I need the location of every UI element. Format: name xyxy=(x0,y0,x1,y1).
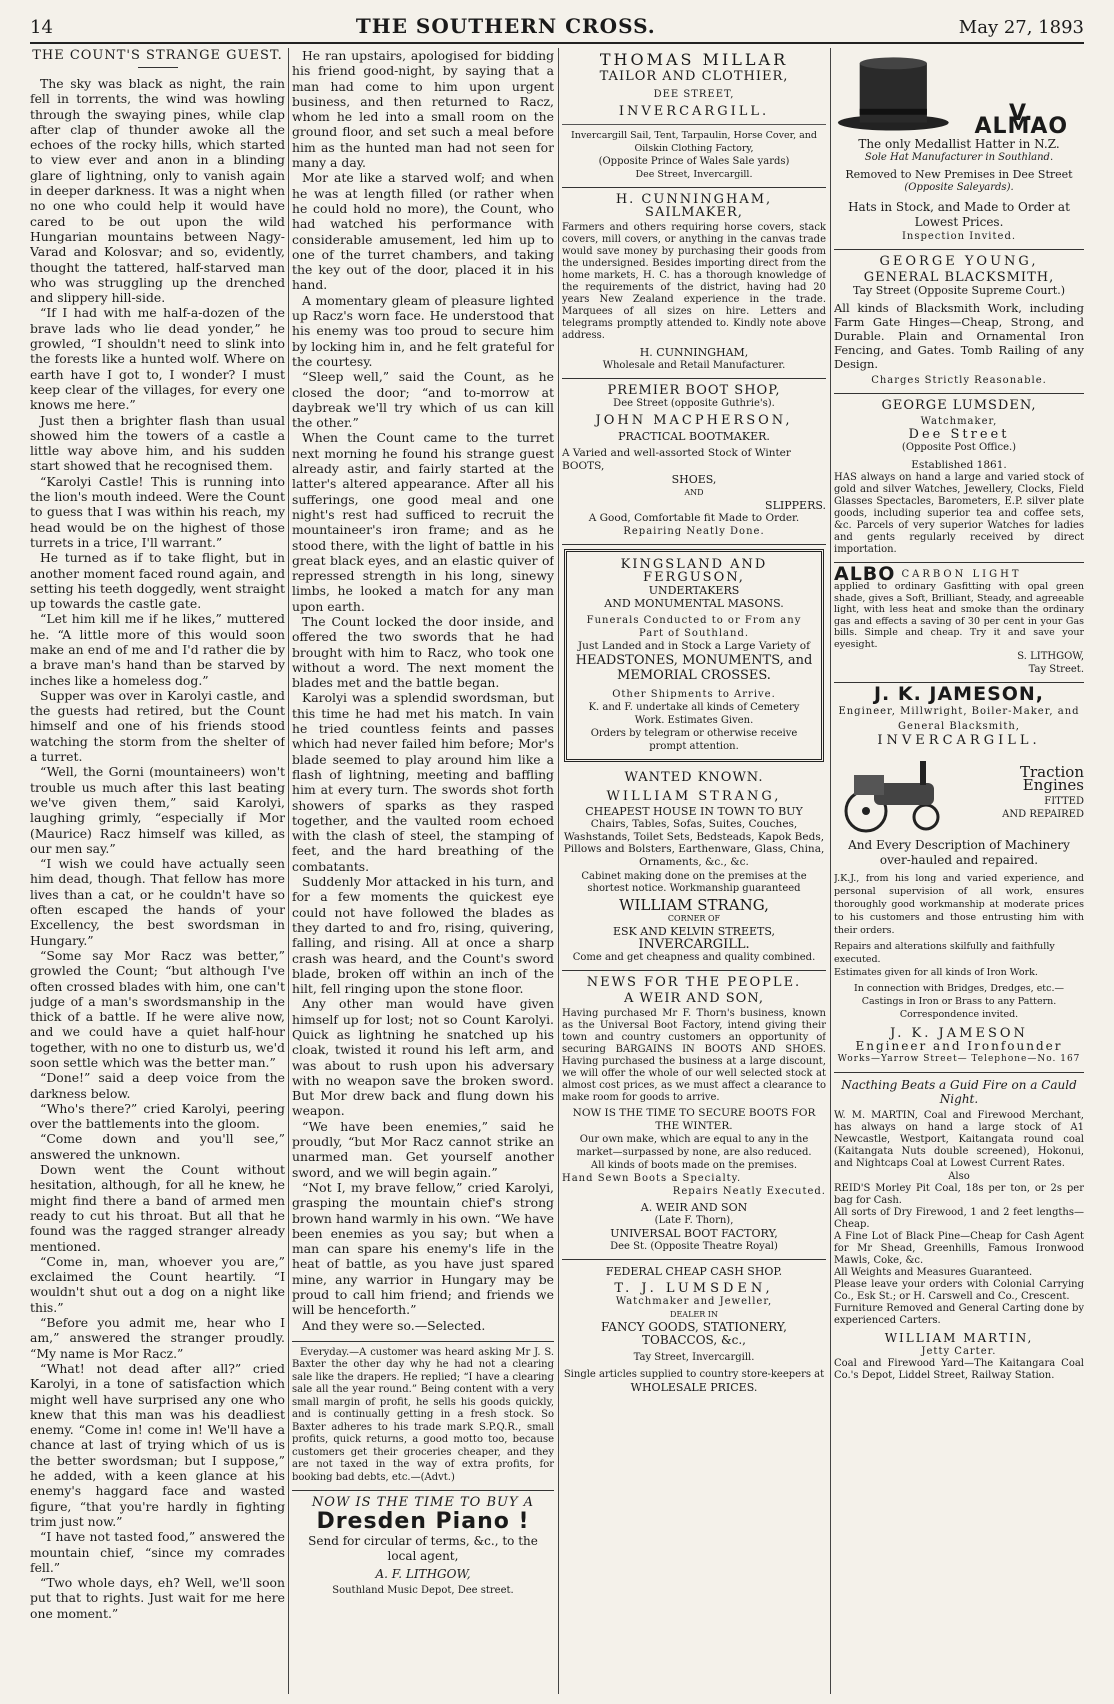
weir-headline: NEWS FOR THE PEOPLE. xyxy=(586,975,802,990)
weir-now: NOW IS THE TIME TO SECURE BOOTS FOR THE WINTER. xyxy=(572,1107,816,1132)
dresden-line1: NOW IS THE TIME TO BUY A xyxy=(311,1495,535,1511)
column-rule xyxy=(288,48,289,1694)
weir-repairs: Repairs Neatly Executed. xyxy=(672,1186,826,1197)
strang-cheapest: CHEAPEST HOUSE IN TOWN TO BUY xyxy=(585,805,803,818)
federal-single: Single articles supplied to country store-keepers at xyxy=(563,1369,825,1380)
almao-invite: Inspection Invited. xyxy=(901,231,1017,242)
martin-pine: A Fine Lot of Black Pine—Cheap for Cash Agent for Mr Shead, Greenhills, Famous Ironwood Mawls, Coke, &c. xyxy=(834,1231,1084,1266)
story-paragraph: “Who's there?” cried Karolyi, peering over the battlements into the gloom. xyxy=(30,1100,285,1132)
top-hat-icon xyxy=(834,53,953,133)
martin-reids: REID'S Morley Pit Coal, 18s per ton, or 2s per bag for Cash. xyxy=(834,1183,1084,1206)
story-paragraph: He turned as if to take flight, but in another moment faced round again, and setting his teeth doggedly, went straight up towards the castle gate. xyxy=(30,550,285,612)
baxter-text: Everyday.—A customer was heard asking Mr J. S. Baxter the other day why he had not a clearing sale like the drapers. He replied; “I have a clearing sale all the year round.” Being content with a very small margin of profit, he sells his goods quickly, and is continually getting in a fresh stock. So Baxter adheres to his trade mark S.P.Q.R., small profits, quick returns, a good motto too, because customers get their groceries cheaper, and they are not taxed in the way of extra profits, for booking bad debts, etc.—(Advt.) xyxy=(292,1346,554,1483)
story-paragraph: Supper was over in Karolyi castle, and the guests had retired, but the Count himself and one of his friends stood watching the storm from the shelter of a turret. xyxy=(30,687,285,765)
story-paragraph: “Not I, my brave fellow,” cried Karolyi, grasping the mountain chief's strong brown hand warmly in his own. “We have been enemies as you say; but when a man can spare his enemy's life in the heat of battle, as you have just spared mine, any warrior in Hungary may be proud to call him friend; and friends we will be henceforth.” xyxy=(292,1179,554,1318)
strang-tagline: Come and get cheapness and quality combined. xyxy=(572,952,816,963)
almao-name: V. ALMAO xyxy=(974,101,1069,139)
story-body-2 xyxy=(292,48,554,1333)
lumsden-street: Dee Street xyxy=(908,427,1010,442)
millar-street: DEE STREET, xyxy=(653,89,735,100)
martin-sorts: All sorts of Dry Firewood, 1 and 2 feet lengths—Cheap. xyxy=(834,1207,1084,1230)
kingsland-landed: Just Landed and in Stock a Large Variety of xyxy=(577,640,811,652)
young-charges: Charges Strictly Reasonable. xyxy=(871,375,1047,386)
weir-name2: A. WEIR AND SON xyxy=(640,1201,748,1214)
premier-shoes: SHOES, xyxy=(671,473,717,486)
martin-orders: Please leave your orders with Colonial Carrying Co., Esk St.; or H. Carswell and Co., Crescent. xyxy=(834,1279,1084,1302)
weir-factory: UNIVERSAL BOOT FACTORY, xyxy=(610,1227,778,1240)
strang-cabinet: Cabinet making done on the premises at the shortest notice. Workmanship guaranteed xyxy=(581,871,807,894)
cunningham-body: Farmers and others requiring horse covers, stack covers, mill covers, or anything in the canvas trade would save money by purchasing their goods from the undersigned. Besides importing direct from the home markets, H. C. has a thorough knowledge of the requirements of the district, having had 20 years New Zealand experience in the trade. Marquees of all sizes on hire. Letters and telegrams promptly attended to. Kindly note above address. xyxy=(562,222,826,341)
jameson-works: Works—Yarrow Street— Telephone—No. 167 xyxy=(837,1054,1081,1064)
column-rule xyxy=(558,48,559,1694)
albo-title: CARBON LIGHT xyxy=(901,569,1022,580)
albo-signature: S. LITHGOW, xyxy=(1017,651,1084,662)
baxter-notice xyxy=(292,1341,554,1491)
almao-removed: Removed to New Premises in Dee Street xyxy=(845,168,1073,181)
kingsland-headstones: HEADSTONES, MONUMENTS, and MEMORIAL CROSSES. xyxy=(575,653,813,683)
story-paragraph: “If I had with me half-a-dozen of the brave lads who lie dead yonder,” he growled, “I shouldn't need to slink into the forests like a hunted wolf. Where on earth have I got to, I wonder? I must keep clear of the villages, for every one knows me here.” xyxy=(30,305,285,413)
dresden-address: Southland Music Depot, Dee street. xyxy=(332,1585,514,1597)
story-paragraph: “Some say Mor Racz was better,” growled the Count; “but although I've often crossed blades with him, one can't judge of a man's swordsmanship in the thick of a battle. If he were alive now, and we could have a quiet half-hour together, with no one to disturb us, we'd soon settle which was the better man.” xyxy=(30,947,285,1070)
story-paragraph: Any other man would have given himself up for lost; not so Count Karolyi. Quick as lightning he snatched up his cloak, twisted it round his left arm, and was about to rush upon his adversary with no weapon save the broken sword. But Mor drew back and flung down his weapon. xyxy=(292,996,554,1119)
martin-body: W. M. MARTIN, Coal and Firewood Merchant, has always on hand a large stock of A1 Newcastle, Westport, Kaitangata round coal (Kaitangata Nuts double screened), Hokonui, and Nightcaps Coal at Lowest Current Rates. xyxy=(834,1110,1084,1169)
story-paragraph: Just then a brighter flash than usual showed him the towers of a castle a little way above him, and his sudden start showed that he recognised them. xyxy=(30,412,285,474)
story-paragraph: And they were so.—Selected. xyxy=(302,1317,486,1333)
premier-trade: PRACTICAL BOOTMAKER. xyxy=(618,430,770,443)
issue-date: May 27, 1893 xyxy=(958,17,1084,38)
newspaper-title: THE SOUTHERN CROSS. xyxy=(355,14,656,38)
martin-heading: Nacthing Beats a Guid Fire on a Cauld Night. xyxy=(841,1078,1077,1106)
almao-opposite: (Opposite Saleyards). xyxy=(904,182,1014,193)
lumsden-established: Established 1861. xyxy=(911,459,1007,471)
traction-engine-icon xyxy=(834,753,954,833)
column-rule xyxy=(830,48,831,1694)
jameson-every: And Every Description of Machinery over-hauled and repaired. xyxy=(848,838,1070,867)
jameson-repairs: Repairs and alterations skilfully and faithfully executed. xyxy=(834,941,1055,965)
jameson-fitted: FITTED xyxy=(1044,795,1084,807)
story-paragraph: “Before you admit me, hear who I am,” answered the stranger proudly. “My name is Mor Racz.” xyxy=(30,1315,285,1361)
strang-ad xyxy=(562,766,826,971)
jameson-bridges: In connection with Bridges, Dredges, etc.—Castings in Iron or Brass to any Pattern. Correspondence invited. xyxy=(854,983,1064,1020)
story-paragraph: He ran upstairs, apologised for bidding his friend good-night, by saying that a man had come to him upon urgent business, and then returned to Racz, whom he led into a small room on the ground floor, and set such a meal before him as the hunted man had not seen for many a day. xyxy=(292,48,554,171)
lumsden-body: HAS always on hand a large and varied stock of gold and silver Watches, Jewellery, Clocks, Field Glasses Spectacles, Barometers, E.P. silver plate goods, including superior tea and coffee sets, &c. Parcels of very superior Watches for ladies and gents regularly received by direct importation. xyxy=(834,472,1084,555)
hat-illustration xyxy=(834,53,1084,139)
story-paragraph: Suddenly Mor attacked in his turn, and for a few moments the quickest eye could not have followed the blades as they darted to and fro, rising, quivering, falling, and rising. All at once a sharp crash was heard, and the Count's sword blade, broken off within an inch of the hilt, fell ringing upon the stone floor. xyxy=(292,874,554,997)
cunningham-tagline: Wholesale and Retail Manufacturer. xyxy=(602,360,786,371)
story-paragraph: “Come down and you'll see,” answered the unknown. xyxy=(30,1131,285,1162)
martin-signature: WILLIAM MARTIN, xyxy=(884,1331,1034,1345)
millar-address: Dee Street, Invercargill. xyxy=(635,169,753,180)
premier-name: JOHN MACPHERSON, xyxy=(595,413,793,428)
martin-also: Also xyxy=(948,1171,970,1182)
albo-brand: ALBO xyxy=(834,563,896,585)
dresden-brand: Dresden Piano ! xyxy=(316,1509,530,1535)
almao-stock: Hats in Stock, and Made to Order at Lowest Prices. xyxy=(848,200,1070,229)
story-body-1 xyxy=(30,76,285,1621)
jameson-ad xyxy=(834,683,1084,1073)
albo-header xyxy=(834,563,1084,585)
ads-column-3 xyxy=(562,48,826,1698)
federal-prices: WHOLESALE PRICES. xyxy=(630,1381,758,1394)
jameson-estimates: Estimates given for all kinds of Iron Work. xyxy=(834,967,1038,978)
page-number: 14 xyxy=(30,17,53,38)
premier-repair: Repairing Neatly Done. xyxy=(623,526,765,537)
jameson-name: J. K. JAMESON, xyxy=(873,683,1045,705)
jameson-jkj: J.K.J., from his long and varied experience, and personal supervision of all work, ensures thoroughly good workmanship at moderate prices to his customers and those entrusting him with their orders. xyxy=(834,873,1084,936)
strang-items: Chairs, Tables, Sofas, Suites, Couches, Washstands, Toilet Sets, Bedsteads, Kapok Beds, Pillows and Bolsters, Earthenware, Glass, China, Ornaments, &c., &c. xyxy=(563,818,825,868)
premier-title: PREMIER BOOT SHOP, xyxy=(607,383,781,398)
story-paragraph: “Two whole days, eh? Well, we'll soon put that to rights. Just wait for me here one moment.” xyxy=(30,1575,285,1621)
dresden-agent: A. F. LITHGOW, xyxy=(375,1567,471,1582)
story-paragraph: Karolyi was a splendid swordsman, but this time he had met his match. In vain he tried countless feints and passes which had never failed him before; Mor's blade seemed to play around him like a flash of lightning, meeting and baffling him at every turn. The swords shot forth showers of sparks as they rasped together, and the vaulted room echoed with the clash of steel, the stamping of feet, and the hard breathing of the combatants. xyxy=(292,690,554,874)
federal-address: Tay Street, Invercargill. xyxy=(633,1352,755,1363)
story-paragraph: “Done!” said a deep voice from the darkness below. xyxy=(30,1070,285,1101)
story-paragraph: “Well, the Gorni (mountaineers) won't trouble us much after this last beating we've given them,” said Karolyi, laughing grimly, “especially if Mor (Maurice) Racz himself was killed, as our men say.” xyxy=(30,764,285,856)
lumsden-opposite: (Opposite Post Office.) xyxy=(901,442,1017,453)
ads-column-4 xyxy=(834,48,1084,1698)
federal-goods: FANCY GOODS, STATIONERY, TOBACCOS, &c., xyxy=(601,1320,787,1347)
kingsland-orders: Orders by telegram or otherwise receive prompt attention. xyxy=(590,728,798,752)
premier-fit: A Good, Comfortable fit Made to Order. xyxy=(588,512,800,524)
jameson-engines: Engines xyxy=(1022,775,1084,794)
jameson-trade: Engineer, Millwright, Boiler-Maker, and General Blacksmith, xyxy=(838,706,1080,732)
kingsland-trade1: UNDERTAKERS xyxy=(648,584,740,597)
weir-ad xyxy=(562,971,826,1260)
lumsden-ad xyxy=(834,394,1084,563)
martin-jetty: Jetty Carter. xyxy=(921,1346,997,1357)
weir-body: Having purchased Mr F. Thorn's business, known as the Universal Boot Factory, intend giving their town and country customers an opportunity of securing BARGAINS IN BOOTS AND SHOES. Having purchased the business at a large discount, we will offer the whole of our well selected stock at almost cost prices, as we must affect a clearance to make room for goods to arrive. xyxy=(562,1008,826,1103)
cunningham-name: H. CUNNINGHAM, xyxy=(615,192,773,207)
albo-body: applied to ordinary Gasfitting with opal green shade, gives a Soft, Brilliant, Steady, and agreeable light, with less heat and smoke than the ordinary gas and effects a saving of 30 per cent in your Gas bills. Simple and cheap. Try it and save your eyesight. xyxy=(834,581,1084,650)
kingsland-funerals: Funerals Conducted to or From any Part of Southland. xyxy=(586,615,802,639)
strang-name: WILLIAM STRANG, xyxy=(606,789,782,804)
story-paragraph: “We have been enemies,” said he proudly, “but Mor Racz cannot strike an unarmed man. Get yourself another sword, and we will begin again.” xyxy=(292,1118,554,1180)
story-paragraph: “Karolyi Castle! This is running into the lion's mouth indeed. Were the Count to guess that I was within his reach, my head would be on the highest of those turrets in a trice, I'll warrant.” xyxy=(30,473,285,550)
story-paragraph: The sky was black as night, the rain fell in torrents, the wind was howling through the swaying pines, while clap after clap of thunder awoke all the echoes of the rocky hills, which started to view ever and anon in a blinding glare of lightning, only to vanish again in deeper darkness. It was a night when no one who could help it would have cared to be out upon the wild Hungarian mountains between Nagy-Varad and Kolosvar; and so, evidently, thought the tattered, half-starved man who was struggling up the drenched and slippery hill-side. xyxy=(30,76,285,306)
weir-late: (Late F. Thorn), xyxy=(654,1215,734,1226)
jameson-repaired: AND REPAIRED xyxy=(1002,808,1084,820)
story-paragraph: “I wish we could have actually seen him dead, though. That fellow has more lives than a cat, or he couldn't have so often escaped the hands of your Excellency, the best swordsman in Hungary.” xyxy=(30,856,285,948)
federal-dealer: DEALER IN xyxy=(670,1310,718,1319)
young-name: GEORGE YOUNG, xyxy=(879,254,1039,269)
story-paragraph: “Come in, man, whoever you are,” exclaimed the Count heartily. “I wouldn't shut out a dog on a night like this.” xyxy=(30,1253,285,1315)
almao-ad xyxy=(834,48,1084,250)
story-paragraph: When the Count came to the turret next morning he found his strange guest already astir, and fairly started at the latter's altered appearance. After all his sufferings, one good meal and one night's rest had sufficed to recruit the mountaineer's iron frame; and as he stood there, with the light of battle in his great black eyes, and an elastic quiver of repressed strength in his long, sinewy limbs, he looked a match for any man upon earth. xyxy=(292,430,554,614)
kingsland-trade2: AND MONUMENTAL MASONS. xyxy=(604,597,784,610)
young-ad xyxy=(834,250,1084,394)
weir-address: Dee St. (Opposite Theatre Royal) xyxy=(610,1241,778,1252)
martin-weights: All Weights and Measures Guaranteed. xyxy=(834,1267,1033,1278)
millar-factory: Invercargill Sail, Tent, Tarpaulin, Horse Cover, and Oilskin Clothing Factory, xyxy=(562,124,826,155)
story-paragraph: The Count locked the door inside, and offered the two swords that he had brought with him to Racz, who took one without a word. The next moment the blades met and the battle began. xyxy=(292,613,554,691)
jameson-founder: Engineer and Ironfounder xyxy=(855,1039,1063,1053)
story-paragraph: “Sleep well,” said the Count, as he closed the door; “and to-morrow at daybreak we'll try which of us can kill the other.” xyxy=(292,369,554,431)
weir-hand: Hand Sewn Boots a Specialty. xyxy=(562,1173,742,1184)
millar-opposite: (Opposite Prince of Wales Sale yards) xyxy=(598,156,790,167)
federal-trade: Watchmaker and Jeweller, xyxy=(615,1296,773,1307)
premier-boot-ad xyxy=(562,379,826,545)
jameson-name2: J. K. JAMESON xyxy=(890,1026,1028,1041)
federal-ad xyxy=(562,1260,826,1400)
young-body: All kinds of Blacksmith Work, including Farm Gate Hinges—Cheap, Strong, and Durable. Plain and Ornamental Iron Fencing, and Gates. Tomb Railing of any Design. xyxy=(834,301,1084,371)
masthead xyxy=(30,12,1084,44)
premier-slippers: SLIPPERS. xyxy=(765,499,826,512)
weir-kinds: All kinds of boots made on the premises. xyxy=(590,1160,798,1171)
story-paragraph: “I have not tasted food,” answered the mountain chief, “since my comrades fell.” xyxy=(30,1529,285,1575)
albo-address: Tay Street. xyxy=(1028,664,1084,675)
martin-footer: Coal and Firewood Yard—The Kaitangara Coal Co.'s Depot, Liddel Street, Railway Station. xyxy=(834,1358,1084,1381)
story-column-2 xyxy=(292,48,554,1698)
premier-and: AND xyxy=(684,488,704,497)
almao-agent: Sole Hat Manufacturer in Southland. xyxy=(864,152,1054,163)
story-title: THE COUNT'S STRANGE GUEST. xyxy=(32,48,283,63)
cunningham-ad xyxy=(562,188,826,379)
dresden-line2: Send for circular of terms, &c., to the local agent, xyxy=(308,1534,538,1564)
weir-make: Our own make, which are equal to any in the market—surpassed by none, are also reduced. xyxy=(576,1134,812,1158)
young-trade: GENERAL BLACKSMITH, xyxy=(863,270,1055,285)
story-paragraph: Mor ate like a starved wolf; and when he was at length filled (or rather when he could hold no more), the Count, who had watched his performance with considerable amusement, led him up to one of the turret chambers, and taking the key out of the door, placed it in his hand. xyxy=(292,170,554,293)
young-address: Tay Street (Opposite Supreme Court.) xyxy=(853,284,1065,297)
strang-town: INVERCARGILL. xyxy=(638,937,750,952)
millar-name: THOMAS MILLAR xyxy=(599,50,789,69)
engine-text xyxy=(958,762,1084,821)
dresden-piano-ad xyxy=(292,1490,554,1603)
martin-furniture: Furniture Removed and General Carting done by experienced Carters. xyxy=(834,1303,1084,1326)
story-paragraph: “Let him kill me if he likes,” muttered he. “A little more of this would soon make an end of me and I'd rather die by a brave man's hand than be starved by inches like a homeless dog.” xyxy=(30,611,285,688)
story-column-1 xyxy=(30,48,285,1698)
premier-stock: A Varied and well-assorted Stock of Winter BOOTS, xyxy=(562,447,791,472)
federal-title: FEDERAL CHEAP CASH SHOP. xyxy=(605,1265,783,1278)
martin-ad xyxy=(834,1073,1084,1388)
kingsland-ad xyxy=(564,549,824,762)
jameson-town: INVERCARGILL. xyxy=(877,733,1041,748)
kingsland-name: KINGSLAND AND FERGUSON, xyxy=(620,557,768,585)
weir-name: A WEIR AND SON, xyxy=(624,991,764,1006)
kingsland-shipments: Other Shipments to Arrive. xyxy=(612,689,776,700)
divider xyxy=(138,67,178,68)
millar-town: INVERCARGILL. xyxy=(618,104,770,119)
story-paragraph: “What! not dead after all?” cried Karolyi, in a tone of satisfaction which might well have surprised any one who knew that this man was his deadliest enemy. “Come in! come in! We'll have a chance at last of trying which of us is the better swordsman; but I suppose,” he added, with a keen glance at his enemy's haggard face and wasted figure, “that you're hardly in fighting trim just now.” xyxy=(30,1360,285,1529)
millar-trade: TAILOR AND CLOTHIER, xyxy=(599,69,789,84)
engine-illustration xyxy=(834,753,1084,833)
millar-ad xyxy=(562,48,826,188)
lumsden-trade: Watchmaker, xyxy=(920,416,998,427)
strang-name2: WILLIAM STRANG, xyxy=(619,896,769,914)
story-paragraph: A momentary gleam of pleasure lighted up Racz's worn face. He understood that his enemy was too proud to secure him by locking him in, and he felt grateful for the courtesy. xyxy=(292,292,554,369)
cunningham-trade: SAILMAKER, xyxy=(645,205,743,220)
cunningham-signature: H. CUNNINGHAM, xyxy=(639,346,749,359)
albo-ad xyxy=(834,563,1084,683)
story-paragraph: Down went the Count without hesitation, although, for all he knew, he might find there a band of armed men ready to cut his throat. But all that he found was the ragged stranger already mentioned. xyxy=(30,1162,285,1254)
premier-address: Dee Street (opposite Guthrie's). xyxy=(613,398,775,409)
jameson-traction: Traction xyxy=(1019,762,1084,781)
strang-corner: CORNER OF xyxy=(667,914,721,923)
federal-name: T. J. LUMSDEN, xyxy=(614,1281,774,1296)
kingsland-undertake: K. and F. undertake all kinds of Cemetery Work. Estimates Given. xyxy=(588,702,800,726)
almao-medallist: The only Medallist Hatter in N.Z. xyxy=(858,137,1060,151)
strang-wanted: WANTED KNOWN. xyxy=(624,770,764,785)
lumsden-name: GEORGE LUMSDEN, xyxy=(881,398,1037,413)
strang-streets: ESK AND KELVIN STREETS, xyxy=(612,925,775,938)
